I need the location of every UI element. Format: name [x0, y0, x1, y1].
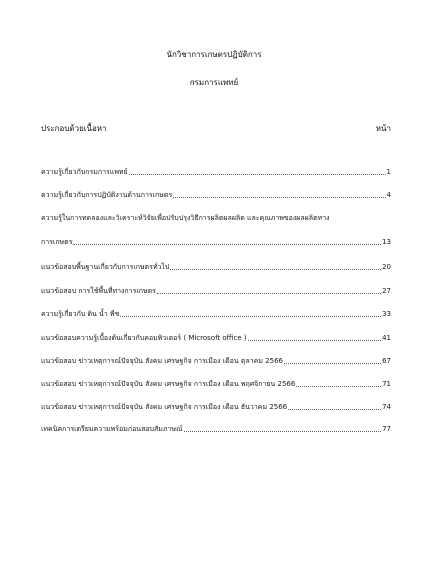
- toc-entry-label: แนวข้อสอบความรู้เบื้องต้นเกี่ยวกับคอมพิวเตอร์ ( Microsoft office ): [41, 334, 247, 342]
- toc-entry-page: 71: [382, 380, 391, 388]
- toc-entry-page: 13: [382, 238, 391, 246]
- toc-leader-dots: [157, 293, 381, 294]
- toc-entry[interactable]: [41, 310, 391, 319]
- toc-entry-page: 27: [382, 287, 391, 295]
- toc-entry-label: การเกษตร: [41, 238, 73, 246]
- toc-entry-label: แนวข้อสอบ การใช้พื้นที่ทางการเกษตร: [41, 287, 156, 295]
- toc-entry-label: แนวข้อสอบ ข่าวเหตุการณ์ปัจจุบัน สังคม เศรษฐกิจ การเมือง เดือน พฤศจิกายน 2566: [41, 380, 296, 388]
- toc-entry-page: 33: [382, 310, 391, 318]
- toc-entry[interactable]: [41, 357, 391, 366]
- toc-leader-dots: [296, 386, 381, 387]
- toc-entry-page: 41: [382, 334, 391, 342]
- toc-entry-label: แนวข้อสอบ ข่าวเหตุการณ์ปัจจุบัน สังคม เศรษฐกิจ การเมือง เดือน ธันวาคม 2566: [41, 403, 288, 411]
- toc-entry[interactable]: [41, 168, 391, 177]
- toc-entry[interactable]: [41, 263, 391, 272]
- toc-heading: ประกอบด้วยเนื้อหา: [41, 124, 107, 133]
- toc-entry[interactable]: [41, 380, 391, 389]
- toc-leader-dots: [248, 340, 382, 341]
- toc-leader-dots: [288, 409, 381, 410]
- toc-entry-page: 20: [382, 263, 391, 271]
- toc-entry-label: แนวข้อสอบพื้นฐานเกี่ยวกับการเกษตรทั่วไป: [41, 263, 170, 271]
- toc-leader-dots: [173, 197, 385, 198]
- toc-entry-label: เทคนิคการเตรียมความพร้อมก่อนสอบสัมภาษณ์: [41, 425, 183, 433]
- toc-entry-label: ความรู้เกี่ยวกับกรมการแพทย์: [41, 168, 128, 176]
- document-title: นักวิชาการเกษตรปฏิบัติการ: [166, 50, 262, 59]
- toc-entry-page: 74: [382, 403, 391, 411]
- toc-entry-page: 67: [382, 357, 391, 365]
- toc-leader-dots: [120, 316, 381, 317]
- toc-entry-page: 77: [382, 425, 391, 433]
- toc-entry-page: 4: [386, 191, 391, 199]
- toc-leader-dots: [73, 244, 381, 245]
- toc-entry[interactable]: [41, 238, 391, 247]
- toc-entry-label: ความรู้เกี่ยวกับการปฏิบัติงานด้านการเกษตร: [41, 191, 173, 199]
- toc-leader-dots: [284, 363, 381, 364]
- toc-leader-dots: [170, 269, 381, 270]
- toc-entry[interactable]: [41, 191, 391, 200]
- toc-entry-label: แนวข้อสอบ ข่าวเหตุการณ์ปัจจุบัน สังคม เศรษฐกิจ การเมือง เดือน ตุลาคม 2566: [41, 357, 283, 365]
- toc-leader-dots: [129, 174, 386, 175]
- toc-entry-label: ความรู้เกี่ยวกับ ดิน น้ำ พืช: [41, 310, 120, 318]
- toc-entry[interactable]: [41, 425, 391, 434]
- toc-entry[interactable]: [41, 287, 391, 296]
- toc-entry-line1[interactable]: ความรู้ในการทดลองและวิเคราะห์วิจัยเพื่อปรับปรุงวิธีการผลิตผลผลิต และคุณภาพของผลผลิตทาง: [41, 214, 330, 222]
- document-subtitle: กรมการแพทย์: [189, 78, 239, 87]
- toc-entry[interactable]: [41, 334, 391, 343]
- toc-entry-page: 1: [386, 168, 391, 176]
- toc-page-heading: หน้า: [375, 124, 391, 133]
- toc-leader-dots: [184, 431, 382, 432]
- toc-entry[interactable]: [41, 403, 391, 412]
